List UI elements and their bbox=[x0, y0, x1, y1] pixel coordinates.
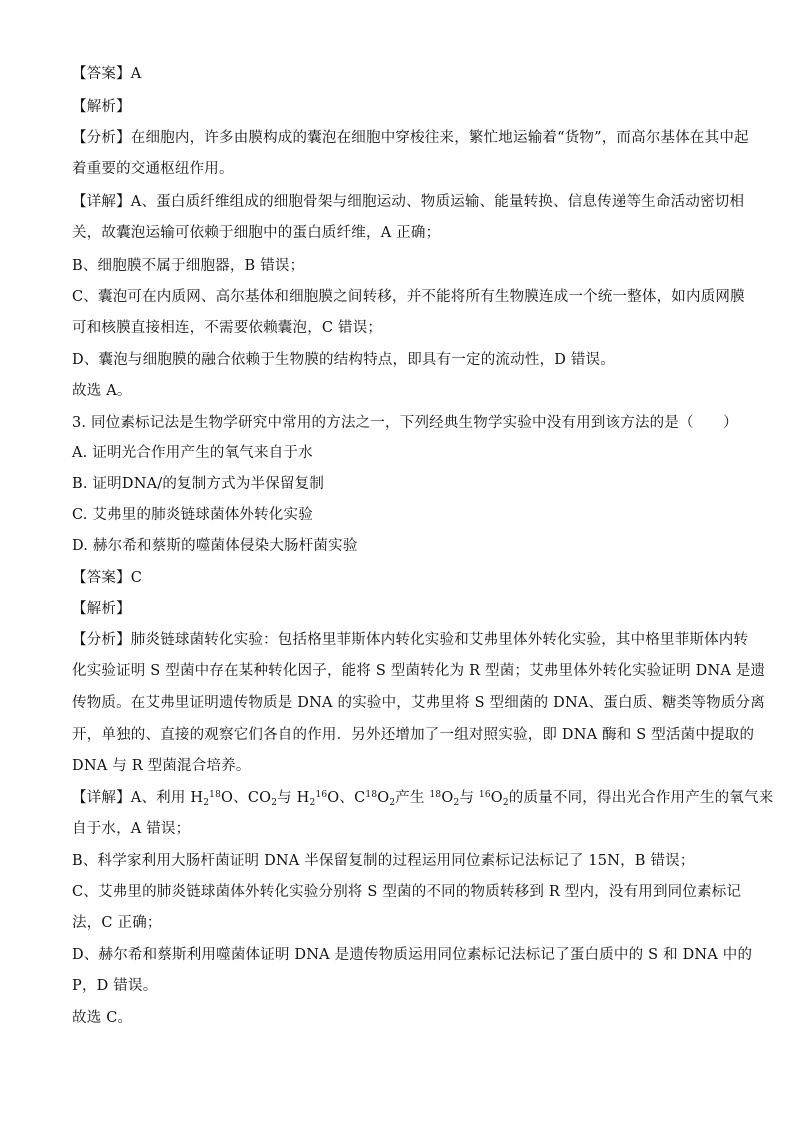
q3-detail-b: B、科学家利用大肠杆菌证明 DNA 半保留复制的过程运用同位素标记法标记了 15N，B 错误； bbox=[72, 853, 695, 869]
q2-detail-b: B、细胞膜不属于细胞器，B 错误； bbox=[72, 258, 305, 274]
q3-detail-c-line-1: C、艾弗里的肺炎链球菌体外转化实验分别将 S 型菌的不同的物质转移到 R 型内，没有用到同位素标记 bbox=[72, 884, 742, 900]
q2-analysis-line-2: 着重要的交通枢纽作用。 bbox=[72, 161, 234, 177]
q2-detail-line-2: 关，故囊泡运输可依赖于细胞中的蛋白质纤维，A 正确； bbox=[72, 225, 441, 241]
q2-detail-d: D、囊泡与细胞膜的融合依赖于生物膜的结构特点，即具有一定的流动性，D 错误。 bbox=[72, 352, 615, 368]
q2-analysis-line-1: 【分析】在细胞内，许多由膜构成的囊泡在细胞中穿梭往来，繁忙地运输着“货物”，而高尔基体在其中起 bbox=[72, 130, 749, 146]
q3-detail-d-line-1: D、赫尔希和蔡斯利用噬菌体证明 DNA 是遗传物质运用同位素标记法标记了蛋白质中的 S 和 DNA 中的 bbox=[72, 947, 753, 963]
q2-detail-c-line-1: C、囊泡可在内质网、高尔基体和细胞膜之间转移，并不能将所有生物膜连成一个统一整体，如内质网膜 bbox=[72, 289, 745, 305]
q3-option-b: B. 证明DNA/的复制方式为半保留复制 bbox=[72, 476, 325, 492]
q3-question: 3. 同位素标记法是生物学研究中常用的方法之一，下列经典生物学实验中没有用到该方法的是（ ） bbox=[72, 415, 738, 431]
q3-conclusion: 故选 C。 bbox=[72, 1010, 133, 1026]
q3-option-a: A. 证明光合作用产生的氧气来自于水 bbox=[72, 445, 313, 461]
q3-analysis-line-5: DNA 与 R 型菌混合培养。 bbox=[72, 758, 251, 774]
q3-detail-a-line-2: 自于水，A 错误； bbox=[72, 821, 191, 837]
q3-answer: 【答案】C bbox=[72, 570, 143, 586]
q2-conclusion: 故选 A。 bbox=[72, 383, 132, 399]
q3-analysis-line-1: 【分析】肺炎链球菌转化实验：包括格里菲斯体内转化实验和艾弗里体外转化实验，其中格里菲斯体内转 bbox=[72, 632, 749, 648]
q3-detail-a-line-1: 【详解】A、利用 $H_2^{18}O$、$CO_2$与 $H_2^{16}O$、$C^{18}O_2$产生 $^{18}O_2$与 $^{16}O_2$的质量不同，得出光合作用产生的氧气来 bbox=[72, 790, 774, 808]
q2-detail-c-line-2: 可和核膜直接相连，不需要依赖囊泡，C 错误； bbox=[72, 320, 383, 336]
q3-analysis-line-2: 化实验证明 S 型菌中存在某种转化因子，能将 S 型菌转化为 R 型菌；艾弗里体外转化实验证明 DNA 是遗 bbox=[72, 663, 766, 679]
q3-analysis-line-4: 开，单独的、直接的观察它们各自的作用．另外还增加了一组对照实验，即 DNA 酶和 S 型活菌中提取的 bbox=[72, 727, 755, 743]
q3-detail-d-line-2: P，D 错误。 bbox=[72, 978, 158, 994]
q3-analysis-line-3: 传物质。在艾弗里证明遗传物质是 DNA 的实验中，艾弗里将 S 型细菌的 DNA、蛋白质、糖类等物质分离 bbox=[72, 695, 765, 711]
q3-detail-c-line-2: 法，C 正确； bbox=[72, 915, 162, 931]
q2-analysis-heading: 【解析】 bbox=[72, 99, 131, 115]
q2-answer: 【答案】A bbox=[72, 66, 142, 82]
q2-detail-line-1: 【详解】A、蛋白质纤维组成的细胞骨架与细胞运动、物质运输、能量转换、信息传递等生命活动密切相 bbox=[72, 194, 745, 210]
q3-analysis-heading: 【解析】 bbox=[72, 601, 131, 617]
q3-option-d: D. 赫尔希和蔡斯的噬菌体侵染大肠杆菌实验 bbox=[72, 538, 358, 554]
q3-option-c: C. 艾弗里的肺炎链球菌体外转化实验 bbox=[72, 507, 313, 523]
